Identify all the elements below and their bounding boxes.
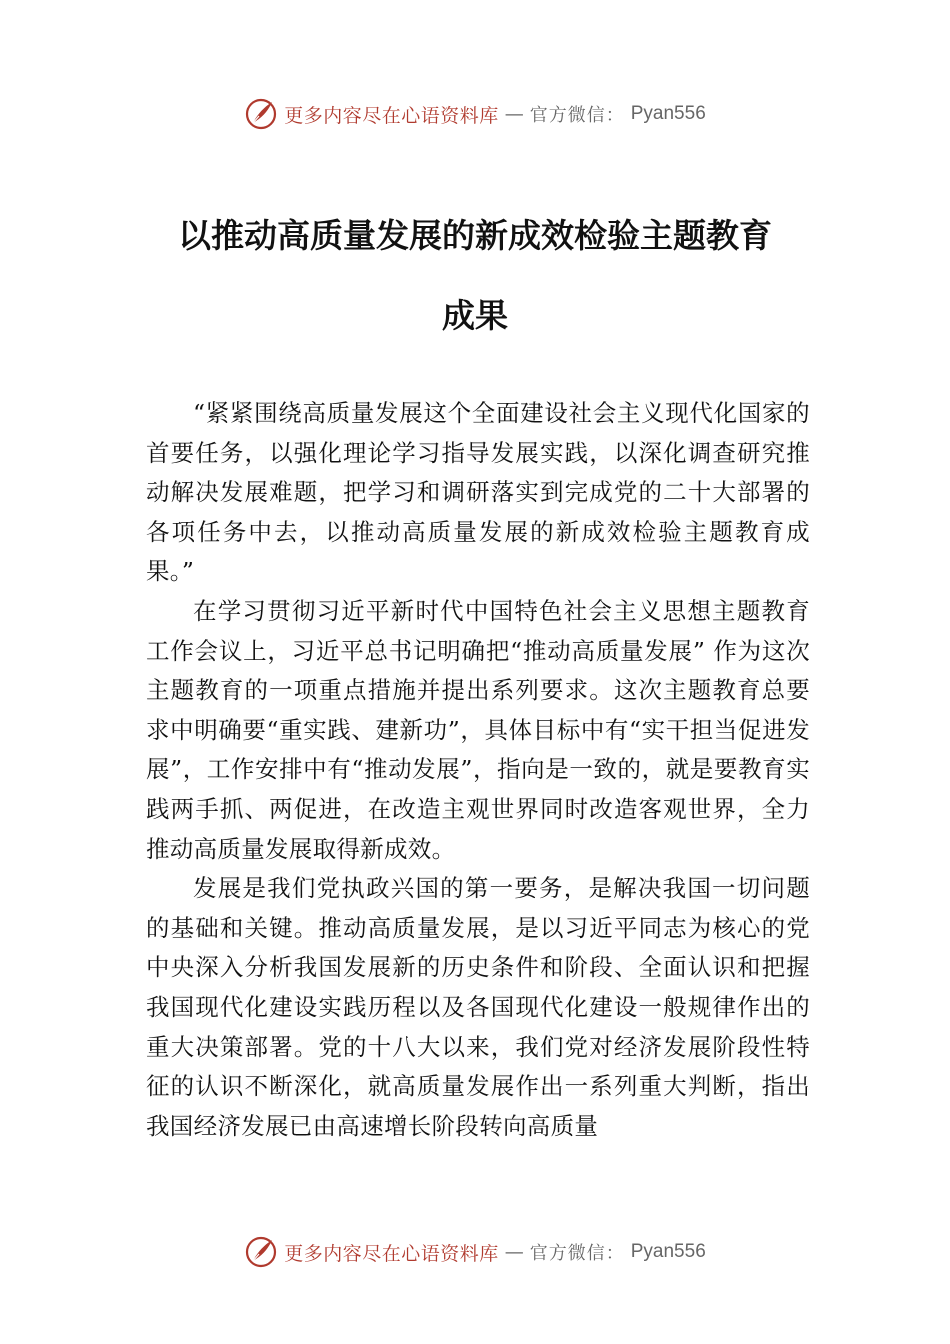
banner-slogan: 更多内容尽在心语资料库 xyxy=(284,104,499,127)
paragraph: “紧紧围绕高质量发展这个全面建设社会主义现代化国家的首要任务，以强化理论学习指导发展实践，以深化调查研究推动解决发展难题，把学习和调研落实到完成党的二十大部署的各项任务中去，以推动高质量发展的新成效检验主题教育成果。” xyxy=(146,399,810,586)
banner-dash: — xyxy=(504,103,524,125)
document-body xyxy=(146,394,810,1146)
footer-banner xyxy=(0,1232,950,1272)
title-line-2: 成果 xyxy=(442,296,508,335)
banner-wechat-id: Pyan556 xyxy=(630,1241,706,1262)
paragraph: 发展是我们党执政兴国的第一要务，是解决我国一切问题的基础和关键。推动高质量发展，是以习近平同志为核心的党中央深入分析我国发展新的历史条件和阶段、全面认识和把握我国现代化建设实践历程以及各国现代化建设一般规律作出的重大决策部署。党的十八大以来，我们党对经济发展阶段性特征的认识不断深化，就高质量发展作出一系列重大判断，指出我国经济发展已由高速增长阶段转向高质量 xyxy=(146,874,810,1140)
paragraph: 在学习贯彻习近平新时代中国特色社会主义思想主题教育工作会议上，习近平总书记明确把“推动高质量发展” 作为这次主题教育的一项重点措施并提出系列要求。这次主题教育总要求中明确要“重实践、建新功”，具体目标中有“实干担当促进发展”，工作安排中有“推动发展”，指向是一致的，就是要教育实践两手抓、两促进，在改造主观世界同时改造客观世界，全力推动高质量发展取得新成效。 xyxy=(146,596,810,863)
quill-logo-icon xyxy=(244,1235,278,1269)
banner-wechat-id: Pyan556 xyxy=(630,103,706,124)
header-banner xyxy=(0,94,950,134)
title-line-1: 以推动高质量发展的新成效检验主题教育 xyxy=(178,216,772,255)
quill-logo-icon xyxy=(244,97,278,131)
document-title xyxy=(120,196,830,356)
banner-wechat-label: 官方微信： xyxy=(529,105,625,126)
banner-wechat-label: 官方微信： xyxy=(529,1243,625,1264)
banner-slogan: 更多内容尽在心语资料库 xyxy=(284,1242,499,1265)
banner-dash: — xyxy=(504,1241,524,1263)
